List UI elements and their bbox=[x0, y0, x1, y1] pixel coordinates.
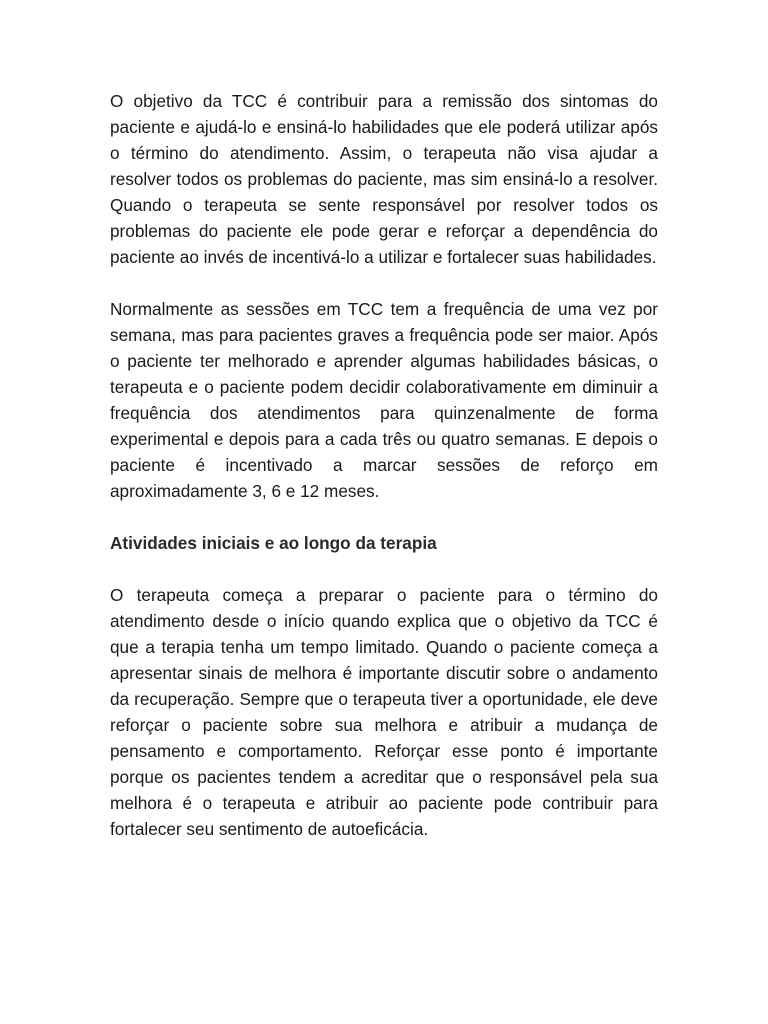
section-heading: Atividades iniciais e ao longo da terapia bbox=[110, 533, 437, 553]
document-page bbox=[110, 88, 658, 868]
paragraph-initial-activities: O terapeuta começa a preparar o paciente para o término do atendimento desde o início quando explica que o objetivo da TCC é que a terapia tenha um tempo limitado. Quando o paciente começa a apresentar sinais de melhora é importante discutir sobre o andamento da recuperação. Sempre que o terapeuta tiver a oportunidade, ele deve reforçar o paciente sobre sua melhora e atribuir a mudança de pensamento e comportamento. Reforçar esse ponto é importante porque os pacientes tendem a acreditar que o responsável pela sua melhora é o terapeuta e atribuir ao paciente pode contribuir para fortalecer seu sentimento de autoeficácia. bbox=[110, 585, 658, 839]
paragraph-session-frequency: Normalmente as sessões em TCC tem a frequência de uma vez por semana, mas para pacientes graves a frequência pode ser maior. Após o paciente ter melhorado e aprender algumas habilidades básicas, o terapeuta e o paciente podem decidir colaborativamente em diminuir a frequência dos atendimentos para quinzenalmente de forma experimental e depois para a cada três ou quatro semanas. E depois o paciente é incentivado a marcar sessões de reforço em aproximadamente 3, 6 e 12 meses. bbox=[110, 299, 658, 501]
paragraph-objective: O objetivo da TCC é contribuir para a remissão dos sintomas do paciente e ajudá-lo e ensiná-lo habilidades que ele poderá utilizar após o término do atendimento. Assim, o terapeuta não visa ajudar a resolver todos os problemas do paciente, mas sim ensiná-lo a resolver. Quando o terapeuta se sente responsável por resolver todos os problemas do paciente ele pode gerar e reforçar a dependência do paciente ao invés de incentivá-lo a utilizar e fortalecer suas habilidades. bbox=[110, 91, 658, 267]
